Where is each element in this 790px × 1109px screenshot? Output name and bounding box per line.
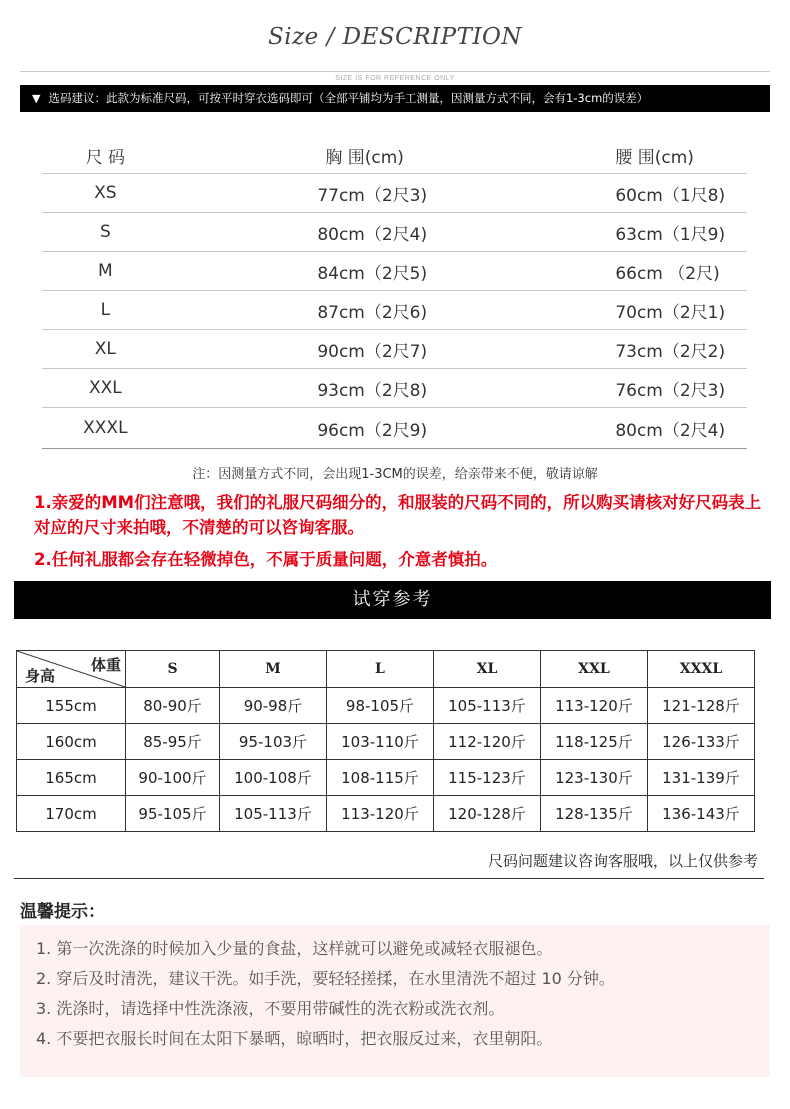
- selection-advice-banner: [20, 85, 770, 112]
- bust-cell: 93cm（2尺8): [303, 369, 615, 408]
- tryon-header: [17, 651, 755, 688]
- size-table-header: [42, 137, 747, 174]
- warning-2: 2.任何礼服都会存在轻微掉色，不属于质量问题，介意者慎拍。: [34, 550, 498, 569]
- weight-cell: 103-110斤: [326, 724, 433, 760]
- size-cell: XS: [42, 174, 169, 213]
- tip-item: 3. 洗涤时，请选择中性洗涤液，不要用带碱性的洗衣粉或洗衣剂。: [36, 999, 505, 1018]
- weight-label: 体重: [90, 656, 121, 674]
- bust-cell: 77cm（2尺3): [303, 174, 615, 213]
- weight-cell: 112-120斤: [433, 724, 540, 760]
- height-cell: 155cm: [17, 688, 126, 724]
- weight-cell: 113-120斤: [540, 688, 647, 724]
- size-row: [42, 330, 747, 369]
- reference-note: SIZE IS FOR REFERENCE ONLY: [327, 75, 462, 82]
- size-row: [42, 291, 747, 330]
- header-waist: 腰 围(cm): [615, 137, 747, 174]
- waist-cell: 80cm（2尺4): [615, 408, 747, 449]
- tip-item: 2. 穿后及时清洗，建议干洗。如手洗，要轻轻搓揉，在水里清洗不超过 10 分钟。: [36, 969, 615, 988]
- weight-cell: 95-103斤: [220, 724, 327, 760]
- size-table: [42, 137, 747, 449]
- weight-cell: 98-105斤: [326, 688, 433, 724]
- tip-item: 4. 不要把衣服长时间在太阳下暴晒，晾晒时，把衣服反过来，衣里朝阳。: [36, 1029, 553, 1048]
- weight-cell: 80-90斤: [126, 688, 220, 724]
- bust-cell: 84cm（2尺5): [303, 252, 615, 291]
- weight-cell: 108-115斤: [326, 760, 433, 796]
- header-bust: 胸 围(cm): [303, 137, 615, 174]
- tips-title: 温馨提示：: [20, 902, 105, 922]
- size-column-header: M: [220, 651, 327, 688]
- waist-cell: 66cm （2尺): [615, 252, 747, 291]
- size-row: [42, 408, 747, 449]
- weight-cell: 90-100斤: [126, 760, 220, 796]
- bust-cell: 87cm（2尺6): [303, 291, 615, 330]
- tryon-row: [17, 724, 755, 760]
- waist-cell: 73cm（2尺2): [615, 330, 747, 369]
- height-cell: 160cm: [17, 724, 126, 760]
- bust-cell: 80cm（2尺4): [303, 213, 615, 252]
- tryon-title: 试穿参考: [14, 581, 771, 619]
- warning-1: 1.亲爱的MM们注意哦，我们的礼服尺码细分的，和服装的尺码不同的，所以购买请核对好尺码表上对应的尺寸来拍哦，不清楚的可以咨询客服。: [34, 493, 762, 537]
- tryon-row: [17, 796, 755, 832]
- spacer-cell: [169, 330, 304, 369]
- weight-cell: 121-128斤: [647, 688, 754, 724]
- spacer-cell: [169, 408, 304, 449]
- measurement-note: 注：因测量方式不同，会出现1-3CM的误差，给亲带来不便，敬请谅解: [192, 467, 598, 482]
- weight-cell: 95-105斤: [126, 796, 220, 832]
- weight-cell: 85-95斤: [126, 724, 220, 760]
- size-cell: L: [42, 291, 169, 330]
- weight-cell: 126-133斤: [647, 724, 754, 760]
- waist-cell: 76cm（2尺3): [615, 369, 747, 408]
- tryon-row: [17, 688, 755, 724]
- weight-cell: 113-120斤: [326, 796, 433, 832]
- waist-cell: 70cm（2尺1): [615, 291, 747, 330]
- size-row: [42, 252, 747, 291]
- height-label: 身高: [25, 667, 56, 685]
- size-column-header: S: [126, 651, 220, 688]
- size-column-header: L: [326, 651, 433, 688]
- size-cell: XXXL: [42, 408, 169, 449]
- banner-text: 选码建议：此款为标准尺码，可按平时穿衣选码即可（全部平铺均为手工测量，因测量方式不同，会有1-3cm的误差）: [48, 91, 649, 105]
- size-row: [42, 213, 747, 252]
- size-cell: S: [42, 213, 169, 252]
- size-column-header: XXXL: [647, 651, 754, 688]
- triangle-down-icon: ▼: [32, 92, 41, 105]
- bust-cell: 96cm（2尺9): [303, 408, 615, 449]
- spacer-cell: [169, 213, 304, 252]
- size-column-header: XL: [433, 651, 540, 688]
- size-cell: M: [42, 252, 169, 291]
- waist-cell: 63cm（1尺9): [615, 213, 747, 252]
- size-cell: XXL: [42, 369, 169, 408]
- spacer-cell: [169, 291, 304, 330]
- weight-cell: 90-98斤: [220, 688, 327, 724]
- weight-cell: 105-113斤: [220, 796, 327, 832]
- size-row: [42, 369, 747, 408]
- spacer-cell: [169, 252, 304, 291]
- weight-cell: 115-123斤: [433, 760, 540, 796]
- waist-cell: 60cm（1尺8): [615, 174, 747, 213]
- size-row: [42, 174, 747, 213]
- tips-box: [20, 925, 770, 1077]
- weight-cell: 136-143斤: [647, 796, 754, 832]
- divider: [14, 878, 764, 879]
- weight-cell: 131-139斤: [647, 760, 754, 796]
- bust-cell: 90cm（2尺7): [303, 330, 615, 369]
- height-cell: 165cm: [17, 760, 126, 796]
- tryon-row: [17, 760, 755, 796]
- weight-cell: 105-113斤: [433, 688, 540, 724]
- weight-cell: 128-135斤: [540, 796, 647, 832]
- weight-cell: 118-125斤: [540, 724, 647, 760]
- spacer-cell: [169, 369, 304, 408]
- tip-item: 1. 第一次洗涤的时候加入少量的食盐，这样就可以避免或减轻衣服褪色。: [36, 939, 553, 958]
- spacer-cell: [169, 174, 304, 213]
- page-title: Size / DESCRIPTION: [267, 24, 523, 50]
- header-size: 尺 码: [42, 137, 169, 174]
- size-column-header: XXL: [540, 651, 647, 688]
- weight-cell: 120-128斤: [433, 796, 540, 832]
- weight-cell: 123-130斤: [540, 760, 647, 796]
- corner-cell: [17, 651, 126, 688]
- tryon-table: [16, 650, 755, 832]
- advice-text: 尺码问题建议咨询客服哦，以上仅供参考: [487, 852, 758, 870]
- height-cell: 170cm: [17, 796, 126, 832]
- size-cell: XL: [42, 330, 169, 369]
- weight-cell: 100-108斤: [220, 760, 327, 796]
